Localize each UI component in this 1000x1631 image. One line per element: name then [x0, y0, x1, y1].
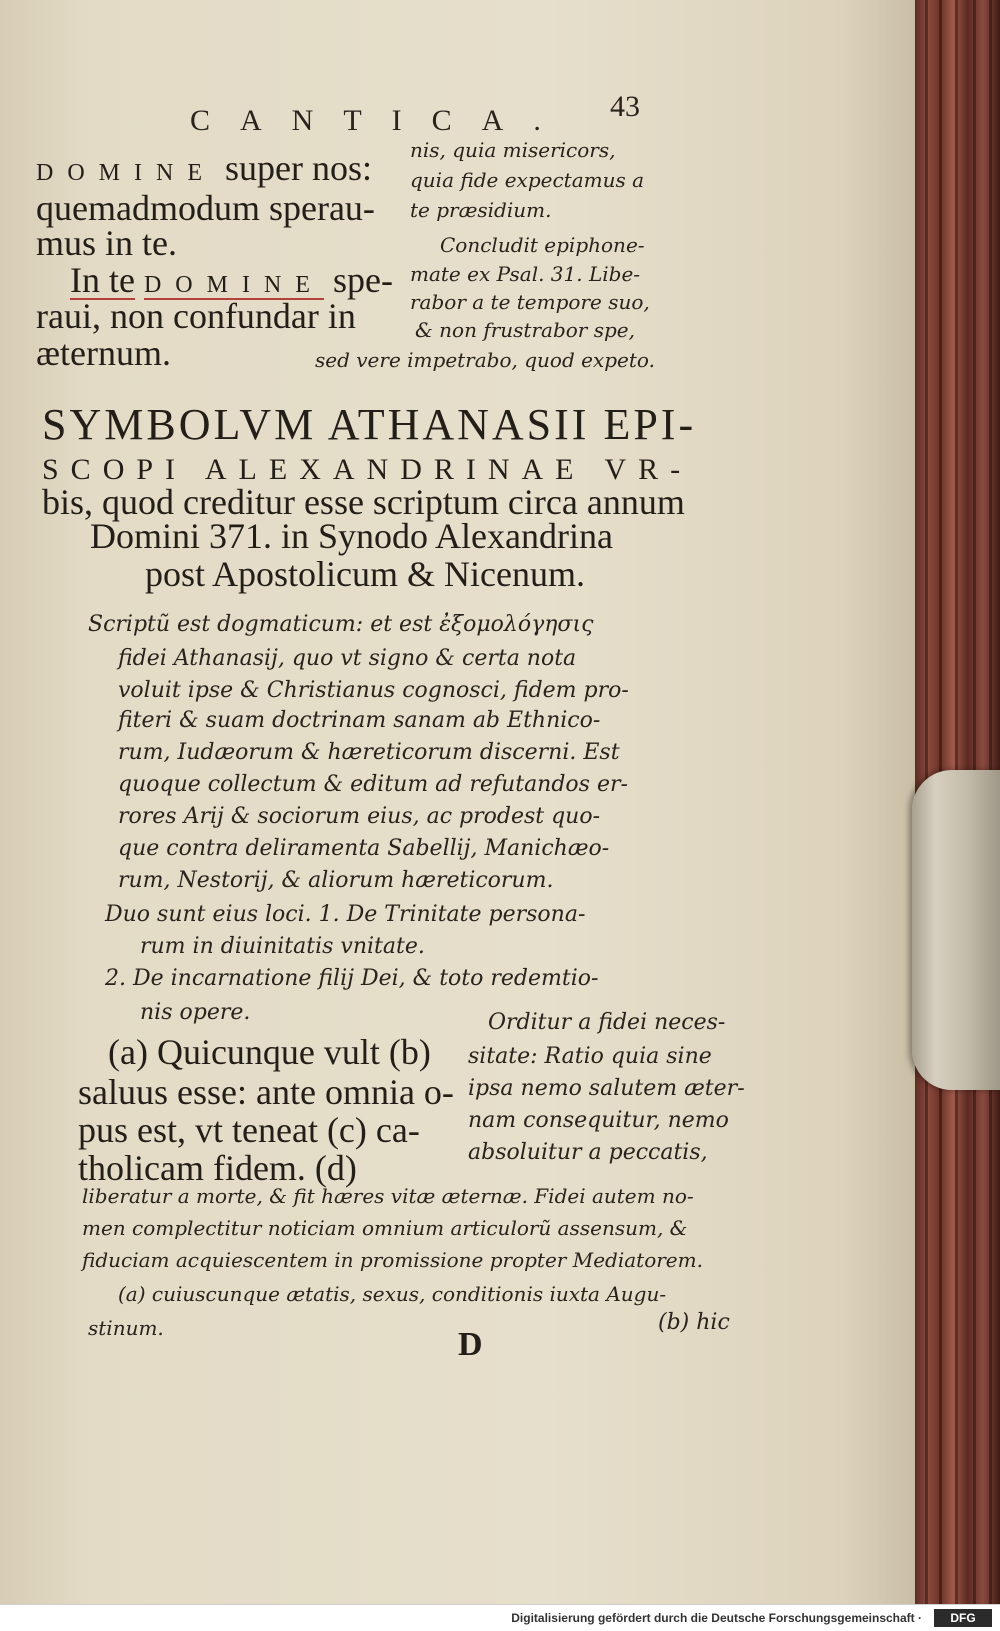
title-line-4: Domini 371. in Synodo Alexandrina [90, 516, 613, 556]
right-line-8: sed vere impetrabo, quod expeto. [315, 348, 655, 372]
intro-line-10: Duo sunt eius loci. 1. De Trinitate persona- [105, 902, 586, 927]
right-line-4: Concludit epiphone- [440, 233, 645, 257]
gloss-line-8: fiduciam acquiescentem in promissione propter Mediatorem. [82, 1248, 703, 1272]
left-line-5: raui, non confundar in [36, 296, 356, 336]
left-line-1: DOMINE super nos: [36, 148, 372, 188]
gloss-line-10: stinum. [88, 1316, 164, 1340]
intro-line-1: Scriptũ est dogmaticum: et est ἐξομολόγησις [88, 612, 594, 637]
creed-line-4: tholicam fidem. (d) [78, 1148, 357, 1188]
footer-bar [0, 1604, 1000, 1631]
left-line-4: In te DOMINE spe- [70, 260, 393, 300]
intro-line-2: fidei Athanasij, quo vt signo & certa nota [118, 646, 577, 671]
gloss-line-5: absoluitur a peccatis, [468, 1140, 708, 1165]
intro-line-7: rores Arij & sociorum eius, ac prodest quo- [118, 804, 601, 829]
intro-line-3: voluit ipse & Christianus cognosci, fidem pro- [118, 678, 629, 703]
creed-line-2: saluus esse: ante omnia o- [78, 1072, 454, 1112]
right-line-5: mate ex Psal. 31. Libe- [410, 262, 641, 286]
gloss-line-1: Orditur a fidei neces- [488, 1010, 726, 1035]
catchword: (b) hic [658, 1310, 730, 1335]
left-line-3: mus in te. [36, 223, 177, 263]
intro-line-4: fiteri & suam doctrinam sanam ab Ethnico- [118, 708, 601, 733]
gloss-line-7: men complectitur noticiam omnium articulorũ assensum, & [82, 1216, 688, 1240]
right-line-3: te præsidium. [410, 198, 552, 222]
book-clasp [912, 770, 1000, 1090]
intro-line-13: nis opere. [140, 1000, 251, 1025]
title-line-3: bis, quod creditur esse scriptum circa annum [42, 482, 685, 522]
gloss-line-2: sitate: Ratio quia sine [468, 1044, 712, 1069]
creed-line-1: (a) Quicunque vult (b) [108, 1032, 431, 1072]
title-line-5: post Apostolicum & Nicenum. [145, 554, 585, 594]
left-line-2: quemadmodum sperau- [36, 188, 375, 228]
gloss-line-4: nam consequitur, nemo [468, 1108, 729, 1133]
gloss-line-6: liberatur a morte, & fit hæres vitæ æternæ. Fidei autem no- [82, 1184, 694, 1208]
dfg-logo-icon: DFG [934, 1609, 992, 1627]
intro-line-9: rum, Nestorij, & aliorum hæreticorum. [118, 868, 554, 893]
gloss-line-9: (a) cuiuscunque ætatis, sexus, conditionis iuxta Augu- [118, 1282, 667, 1306]
right-line-2: quia fide expectamus a [410, 168, 645, 192]
title-line-2: SCOPI ALEXANDRINAE VR- [42, 453, 693, 486]
gloss-line-3: ipsa nemo salutem æter- [468, 1076, 745, 1101]
intro-line-12: 2. De incarnatione filij Dei, & toto redemtio- [105, 966, 599, 991]
right-line-6: rabor a te tempore suo, [410, 290, 650, 314]
title-line-1: SYMBOLVM ATHANASII EPI- [42, 400, 697, 449]
left-line-6: æternum. [36, 333, 171, 373]
intro-line-11: rum in diuinitatis vnitate. [140, 934, 425, 959]
intro-line-8: que contra deliramenta Sabellij, Manichæo- [118, 836, 610, 861]
right-line-7: & non frustrabor spe, [415, 318, 635, 342]
page-number: 43 [610, 90, 640, 123]
running-head: CANTICA. [190, 104, 571, 137]
intro-line-5: rum, Iudæorum & hæreticorum discerni. Est [118, 740, 620, 765]
intro-line-6: quoque collectum & editum ad refutandos er- [118, 772, 628, 797]
right-line-1: nis, quia misericors, [410, 138, 616, 162]
creed-line-3: pus est, vt teneat (c) ca- [78, 1110, 420, 1150]
signature-mark: D [458, 1326, 483, 1363]
footer-credit: Digitalisierung gefördert durch die Deutsche Forschungsgemeinschaft · [511, 1611, 922, 1625]
